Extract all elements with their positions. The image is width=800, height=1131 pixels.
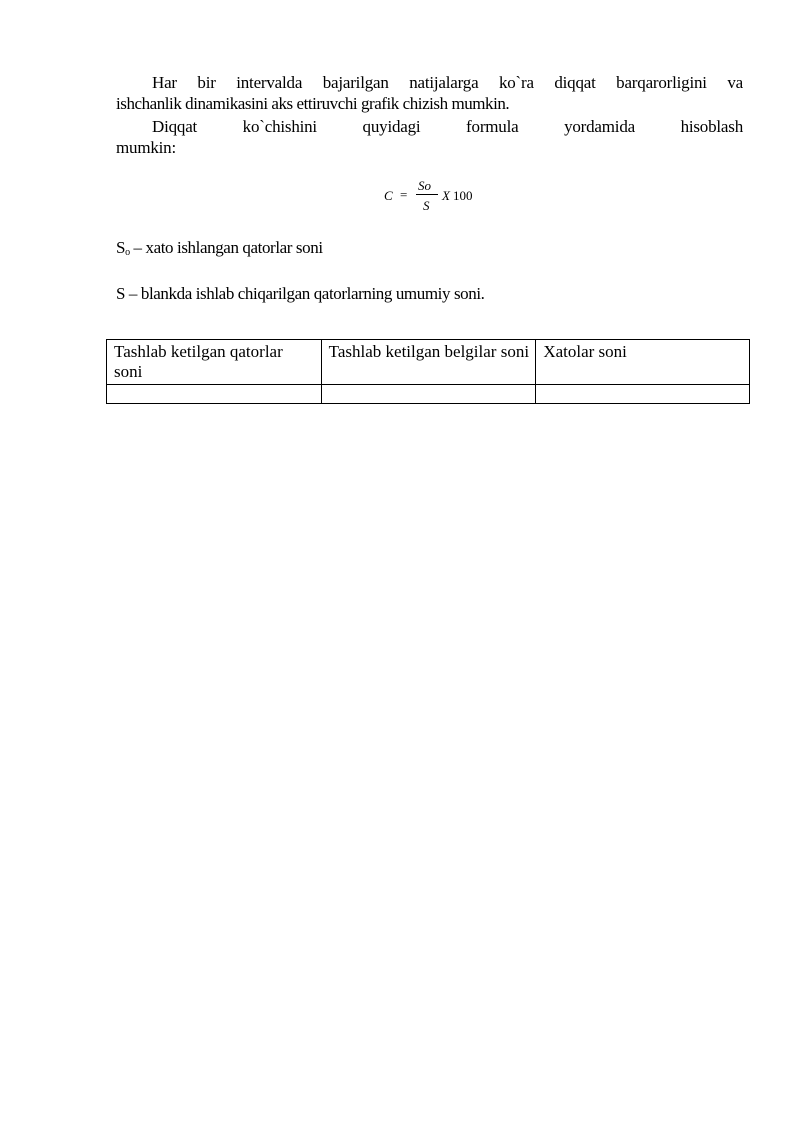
formula-lhs: C bbox=[384, 188, 393, 203]
definition-s: S – blankda ishlab chiqarilgan qatorlarning umumiy soni. bbox=[116, 284, 485, 303]
fraction-bar bbox=[416, 194, 438, 195]
table-cell[interactable] bbox=[321, 385, 536, 404]
formula-equals: = bbox=[400, 187, 408, 202]
formula-denominator: S bbox=[423, 198, 430, 213]
so-subscript: o bbox=[125, 247, 130, 258]
formula bbox=[384, 178, 484, 218]
paragraph-1-line-1 bbox=[116, 73, 743, 93]
formula-factor: 100 bbox=[453, 188, 473, 203]
header-skipped-rows: Tashlab ketilgan qatorlar soni bbox=[107, 340, 322, 385]
formula-numerator: So bbox=[418, 178, 431, 193]
so-definition-text: – xato ishlangan qatorlar soni bbox=[129, 238, 323, 257]
paragraph-2-line-2: mumkin: bbox=[116, 138, 176, 157]
paragraph-1-text-line-1: Har bir intervalda bajarilgan natijalarga ko`ra diqqat barqarorligini va bbox=[152, 73, 743, 92]
header-skipped-symbols: Tashlab ketilgan belgilar soni bbox=[321, 340, 536, 385]
table-cell[interactable] bbox=[107, 385, 322, 404]
formula-multiply: X bbox=[442, 188, 450, 203]
definition-so bbox=[116, 238, 323, 263]
paragraph-1-line-2: ishchanlik dinamikasini aks ettiruvchi grafik chizish mumkin. bbox=[116, 94, 510, 113]
table-row bbox=[107, 385, 750, 404]
table-cell[interactable] bbox=[536, 385, 750, 404]
table-header-row bbox=[107, 340, 750, 385]
results-table bbox=[106, 339, 750, 404]
so-symbol: S bbox=[116, 238, 126, 257]
header-errors: Xatolar soni bbox=[536, 340, 750, 385]
paragraph-2-line-1 bbox=[116, 117, 743, 137]
paragraph-2-text-line-1: Diqqat ko`chishini quyidagi formula yordamida hisoblash bbox=[152, 117, 743, 136]
